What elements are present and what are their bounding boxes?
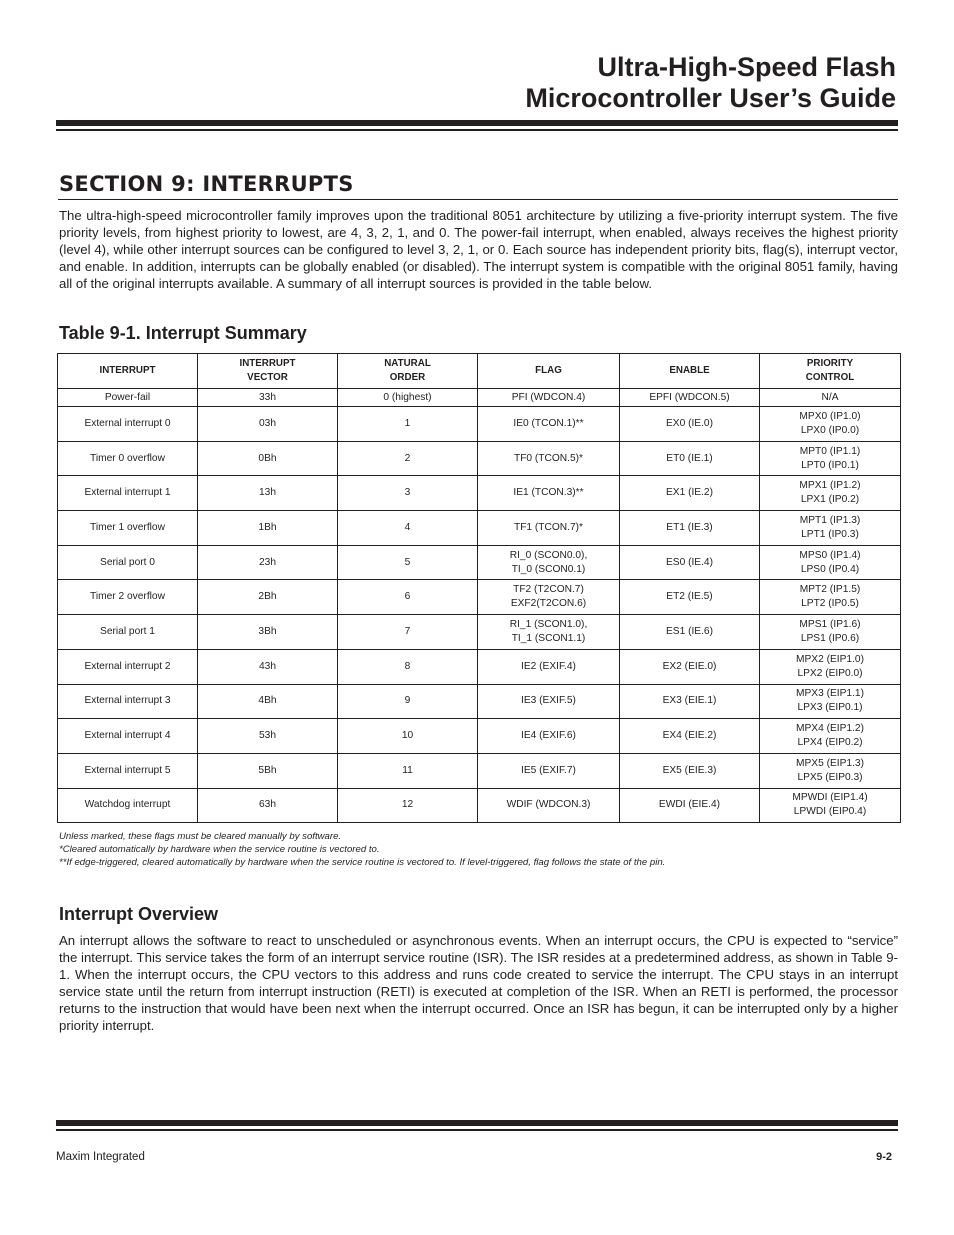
table-row bbox=[58, 719, 901, 754]
cell-interrupt: Power-fail bbox=[58, 389, 198, 407]
table-notes bbox=[59, 830, 665, 869]
overview-paragraph: An interrupt allows the software to react to unscheduled or asynchronous events. When an interrupt occurs, the CPU is expected to “service” the interrupt. This service takes the form of an interrupt service routine (ISR). The ISR resides at a predetermined address, as shown in Table 9-1. When the interrupt occurs, the CPU vectors to this address and runs code created to service the interrupt. The CPU stays in an interrupt service state until the return from interrupt instruction (RETI) is executed at completion of the ISR. When an RETI is performed, the processor returns to the instruction that would have been next when the interrupt occurred. Once an ISR has begun, it can be interrupted only by a higher priority interrupt. bbox=[59, 933, 898, 1033]
cell-order: 0 (highest) bbox=[338, 389, 478, 407]
cell-flag: IE1 (TCON.3)** bbox=[478, 476, 620, 511]
cell-interrupt: External interrupt 4 bbox=[58, 719, 198, 754]
cell-vector: 13h bbox=[198, 476, 338, 511]
table-row bbox=[58, 615, 901, 650]
cell-flag: RI_1 (SCON1.0), TI_1 (SCON1.1) bbox=[478, 615, 620, 650]
table-row bbox=[58, 407, 901, 442]
cell-flag: IE4 (EXIF.6) bbox=[478, 719, 620, 754]
cell-enable: EWDI (EIE.4) bbox=[620, 788, 760, 823]
cell-order: 4 bbox=[338, 511, 478, 546]
header-vector: INTERRUPT VECTOR bbox=[198, 354, 338, 389]
cell-vector: 3Bh bbox=[198, 615, 338, 650]
cell-interrupt: Timer 2 overflow bbox=[58, 580, 198, 615]
cell-interrupt: External interrupt 2 bbox=[58, 649, 198, 684]
cell-priority: MPT0 (IP1.1) LPT0 (IP0.1) bbox=[760, 441, 901, 476]
cell-order: 7 bbox=[338, 615, 478, 650]
cell-interrupt: External interrupt 3 bbox=[58, 684, 198, 719]
interrupt-summary-table bbox=[57, 353, 901, 823]
header-enable: ENABLE bbox=[620, 354, 760, 389]
table-row bbox=[58, 389, 901, 407]
cell-interrupt: Watchdog interrupt bbox=[58, 788, 198, 823]
cell-enable: ET1 (IE.3) bbox=[620, 511, 760, 546]
table-header-row bbox=[58, 354, 901, 389]
table-row bbox=[58, 580, 901, 615]
table-note: **If edge-triggered, cleared automatically by hardware when the service routine is vectored to. If level-triggered, flag follows the state of the pin. bbox=[59, 857, 666, 868]
table-row bbox=[58, 511, 901, 546]
cell-interrupt: Serial port 0 bbox=[58, 545, 198, 580]
header-priority: PRIORITY CONTROL bbox=[760, 354, 901, 389]
cell-vector: 0Bh bbox=[198, 441, 338, 476]
cell-flag: IE2 (EXIF.4) bbox=[478, 649, 620, 684]
cell-vector: 63h bbox=[198, 788, 338, 823]
page-number: 9-2 bbox=[876, 1151, 892, 1163]
cell-enable: EX1 (IE.2) bbox=[620, 476, 760, 511]
cell-order: 1 bbox=[338, 407, 478, 442]
cell-enable: EX5 (EIE.3) bbox=[620, 753, 760, 788]
cell-priority: MPS1 (IP1.6) LPS1 (IP0.6) bbox=[760, 615, 901, 650]
section-title: SECTION 9: INTERRUPTS bbox=[59, 172, 354, 196]
cell-order: 3 bbox=[338, 476, 478, 511]
cell-vector: 5Bh bbox=[198, 753, 338, 788]
document-title bbox=[525, 52, 896, 114]
table-note: Unless marked, these flags must be cleared manually by software. bbox=[59, 831, 342, 842]
cell-enable: ES1 (IE.6) bbox=[620, 615, 760, 650]
header-flag: FLAG bbox=[478, 354, 620, 389]
cell-enable: EX2 (EIE.0) bbox=[620, 649, 760, 684]
cell-enable: EX0 (IE.0) bbox=[620, 407, 760, 442]
cell-enable: ES0 (IE.4) bbox=[620, 545, 760, 580]
footer-company: Maxim Integrated bbox=[56, 1151, 145, 1163]
cell-flag: TF1 (TCON.7)* bbox=[478, 511, 620, 546]
cell-interrupt: External interrupt 5 bbox=[58, 753, 198, 788]
overview-heading: Interrupt Overview bbox=[59, 904, 219, 924]
cell-priority: MPX1 (IP1.2) LPX1 (IP0.2) bbox=[760, 476, 901, 511]
cell-flag: IE5 (EXIF.7) bbox=[478, 753, 620, 788]
cell-priority: MPX0 (IP1.0) LPX0 (IP0.0) bbox=[760, 407, 901, 442]
intro-paragraph: The ultra-high-speed microcontroller family improves upon the traditional 8051 architecture by utilizing a five-priority interrupt system. The five priority levels, from highest priority to lowest, are 4, 3, 2, 1, and 0. The power-fail interrupt, when enabled, always receives the highest priority (level 4), while other interrupt sources can be configured to level 3, 2, 1, or 0. Each source has independent priority bits, flag(s), interrupt vector, and enable. In addition, interrupts can be globally enabled (or disabled). The interrupt system is compatible with the original 8051 family, having all of the original interrupts available. A summary of all interrupt sources is provided in the table below. bbox=[59, 208, 898, 291]
cell-enable: EX3 (EIE.1) bbox=[620, 684, 760, 719]
cell-order: 8 bbox=[338, 649, 478, 684]
cell-flag: IE0 (TCON.1)** bbox=[478, 407, 620, 442]
cell-enable: ET2 (IE.5) bbox=[620, 580, 760, 615]
table-row bbox=[58, 545, 901, 580]
cell-order: 10 bbox=[338, 719, 478, 754]
cell-vector: 1Bh bbox=[198, 511, 338, 546]
table-row bbox=[58, 649, 901, 684]
table-row bbox=[58, 753, 901, 788]
cell-priority: MPWDI (EIP1.4) LPWDI (EIP0.4) bbox=[760, 788, 901, 823]
cell-priority: MPT2 (IP1.5) LPT2 (IP0.5) bbox=[760, 580, 901, 615]
cell-order: 11 bbox=[338, 753, 478, 788]
cell-enable: EPFI (WDCON.5) bbox=[620, 389, 760, 407]
cell-vector: 4Bh bbox=[198, 684, 338, 719]
cell-order: 12 bbox=[338, 788, 478, 823]
cell-enable: ET0 (IE.1) bbox=[620, 441, 760, 476]
table-row bbox=[58, 476, 901, 511]
cell-priority: MPX3 (EIP1.1) LPX3 (EIP0.1) bbox=[760, 684, 901, 719]
table-row bbox=[58, 684, 901, 719]
cell-enable: EX4 (EIE.2) bbox=[620, 719, 760, 754]
cell-interrupt: Timer 0 overflow bbox=[58, 441, 198, 476]
cell-vector: 03h bbox=[198, 407, 338, 442]
header-rule-thin bbox=[56, 129, 898, 131]
cell-vector: 23h bbox=[198, 545, 338, 580]
cell-priority: MPT1 (IP1.3) LPT1 (IP0.3) bbox=[760, 511, 901, 546]
cell-flag: PFI (WDCON.4) bbox=[478, 389, 620, 407]
cell-interrupt: Timer 1 overflow bbox=[58, 511, 198, 546]
footer-rule-thick bbox=[56, 1120, 898, 1126]
cell-vector: 53h bbox=[198, 719, 338, 754]
cell-order: 2 bbox=[338, 441, 478, 476]
section-title-rule bbox=[58, 199, 898, 200]
table-row bbox=[58, 788, 901, 823]
document-title-line2: Microcontroller User’s Guide bbox=[525, 83, 896, 113]
header-interrupt: INTERRUPT bbox=[58, 354, 198, 389]
footer-rule-thin bbox=[56, 1129, 898, 1131]
cell-priority: N/A bbox=[760, 389, 901, 407]
cell-flag: TF2 (T2CON.7) EXF2(T2CON.6) bbox=[478, 580, 620, 615]
cell-interrupt: External interrupt 0 bbox=[58, 407, 198, 442]
table-note: *Cleared automatically by hardware when the service routine is vectored to. bbox=[59, 844, 380, 855]
table-row bbox=[58, 441, 901, 476]
cell-priority: MPX2 (EIP1.0) LPX2 (EIP0.0) bbox=[760, 649, 901, 684]
cell-priority: MPX4 (EIP1.2) LPX4 (EIP0.2) bbox=[760, 719, 901, 754]
cell-order: 5 bbox=[338, 545, 478, 580]
document-title-line1: Ultra-High-Speed Flash bbox=[597, 52, 896, 82]
header-rule-thick bbox=[56, 120, 898, 126]
header-order: NATURAL ORDER bbox=[338, 354, 478, 389]
cell-priority: MPX5 (EIP1.3) LPX5 (EIP0.3) bbox=[760, 753, 901, 788]
cell-flag: IE3 (EXIF.5) bbox=[478, 684, 620, 719]
cell-priority: MPS0 (IP1.4) LPS0 (IP0.4) bbox=[760, 545, 901, 580]
cell-vector: 33h bbox=[198, 389, 338, 407]
cell-vector: 43h bbox=[198, 649, 338, 684]
cell-flag: WDIF (WDCON.3) bbox=[478, 788, 620, 823]
cell-order: 9 bbox=[338, 684, 478, 719]
cell-flag: TF0 (TCON.5)* bbox=[478, 441, 620, 476]
cell-vector: 2Bh bbox=[198, 580, 338, 615]
cell-order: 6 bbox=[338, 580, 478, 615]
cell-interrupt: External interrupt 1 bbox=[58, 476, 198, 511]
table-caption: Table 9-1. Interrupt Summary bbox=[59, 323, 307, 343]
cell-interrupt: Serial port 1 bbox=[58, 615, 198, 650]
cell-flag: RI_0 (SCON0.0), TI_0 (SCON0.1) bbox=[478, 545, 620, 580]
